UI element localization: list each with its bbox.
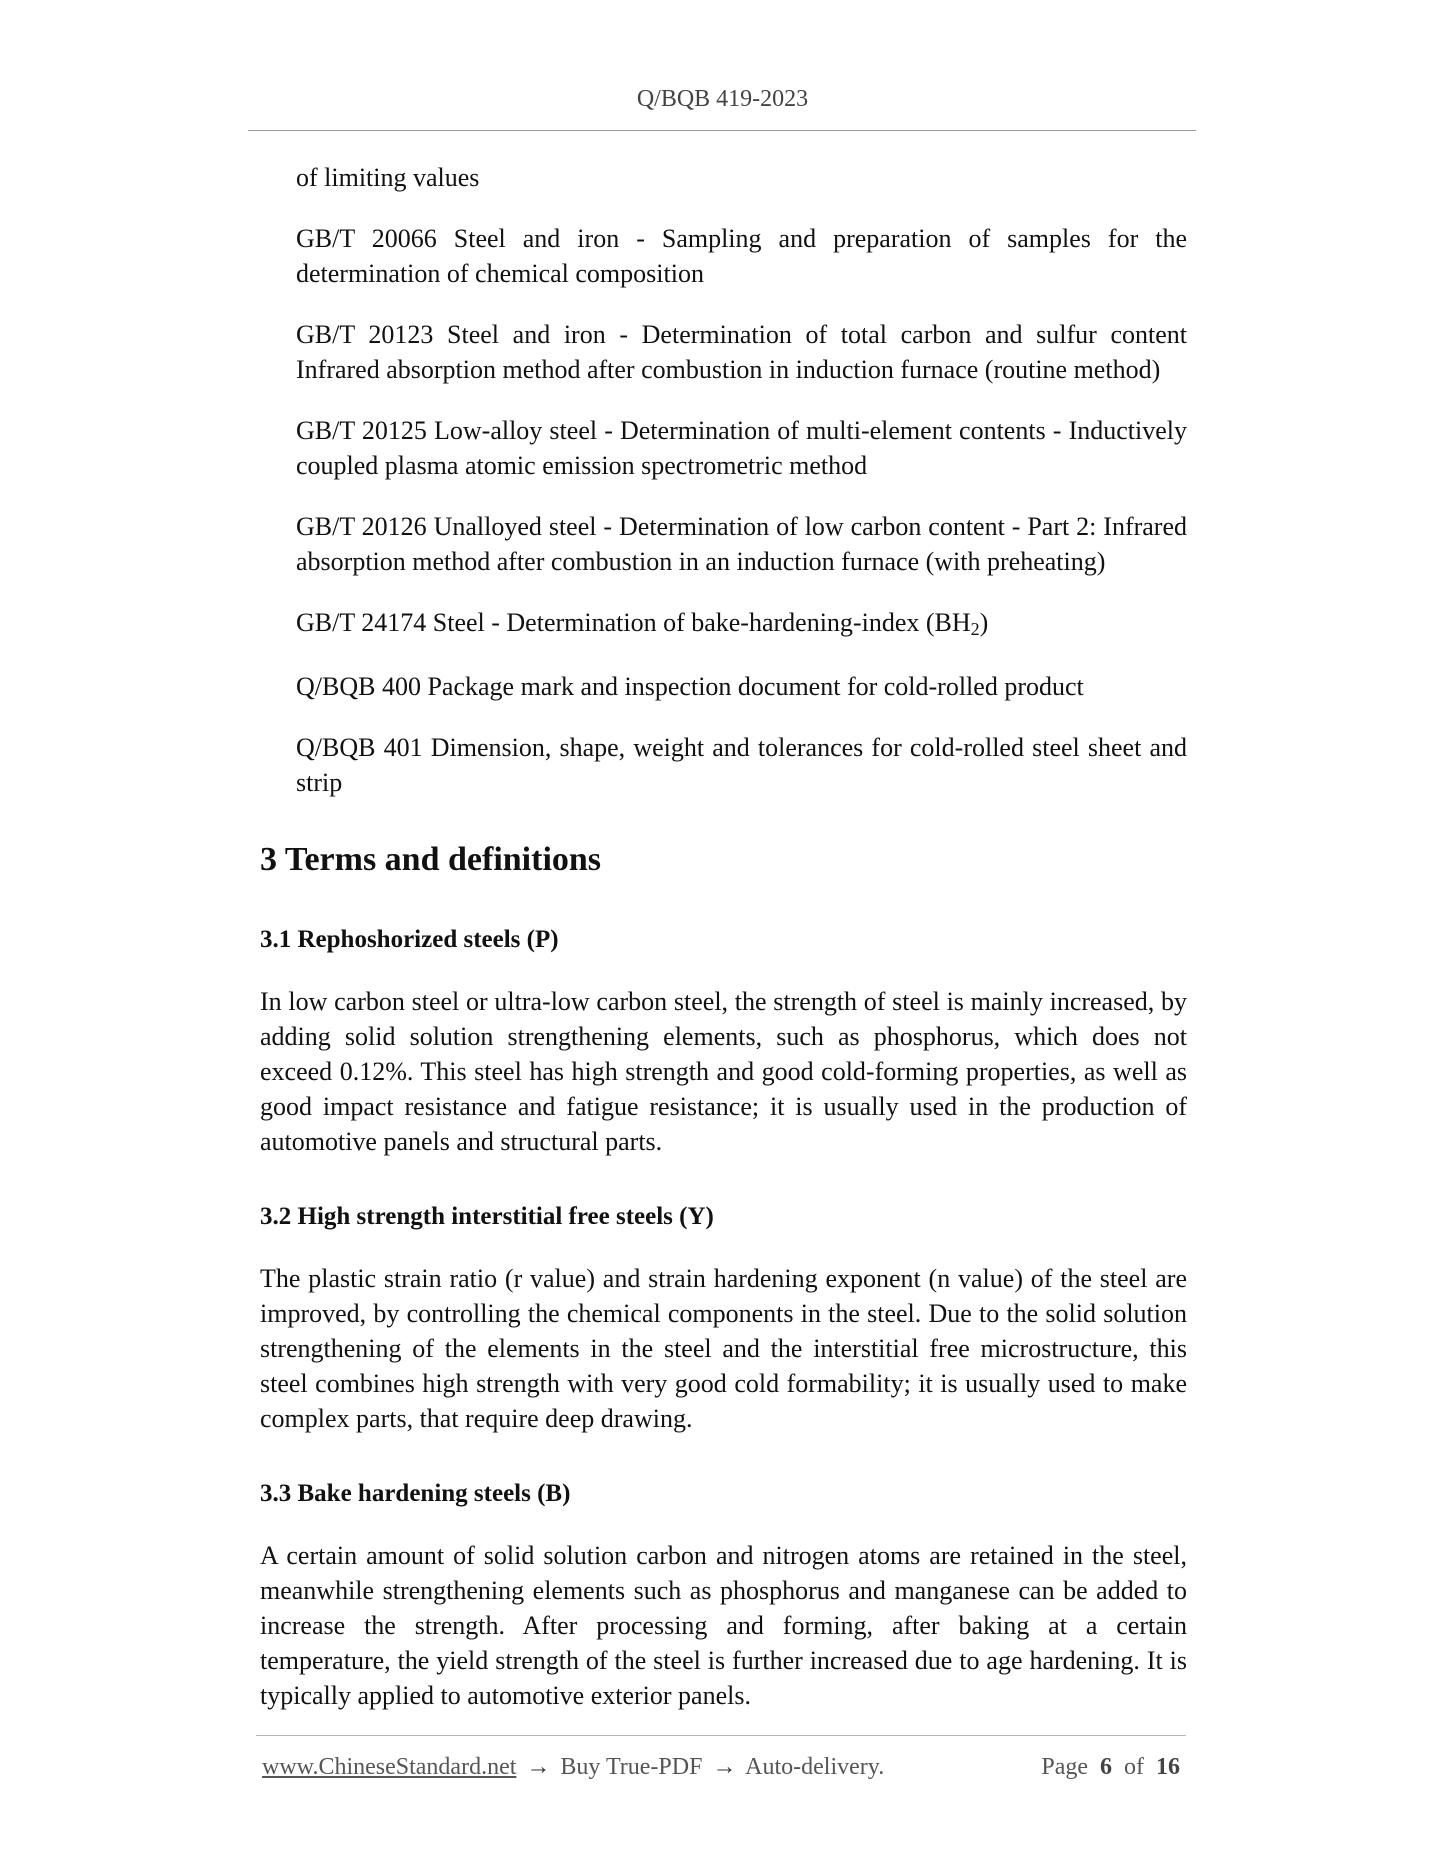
reference-item: GB/T 20125 Low-alloy steel - Determination of multi-element contents - Inductively coupled plasma atomic emission spectrometric method: [296, 416, 1187, 480]
reference-item: of limiting values: [296, 163, 480, 192]
term-definition: A certain amount of solid solution carbon and nitrogen atoms are retained in the steel, meanwhile strengthening elements such as phosphorus and manganese can be added to increase the strength. After processing and forming, after baking at a certain temperature, the yield strength of the steel is further increased due to age hardening. It is typically applied to automotive exterior panels.: [260, 1541, 1187, 1710]
reference-item: GB/T 20123 Steel and iron - Determination of total carbon and sulfur content Infrared absorption method after combustion in induction furnace (routine method): [296, 320, 1187, 384]
subscript: 2: [970, 619, 980, 639]
term-definition: In low carbon steel or ultra-low carbon steel, the strength of steel is mainly increased, by adding solid solution strengthening elements, such as phosphorus, which does not exceed 0.12%. This steel has high strength and good cold-forming properties, as well as good impact resistance and fatigue resistance; it is usually used in the production of automotive panels and structural parts.: [260, 987, 1187, 1156]
term-definition: The plastic strain ratio (r value) and strain hardening exponent (n value) of the steel are improved, by controlling the chemical components in the steel. Due to the solid solution strengthening of the elements in the steel and the interstitial free microstructure, this steel combines high strength with very good cold formability; it is usually used to make complex parts, that require deep drawing.: [260, 1264, 1187, 1433]
arrow-right-icon: →: [712, 1754, 737, 1780]
term-heading: 3.1 Rephoshorized steels (P): [260, 926, 559, 953]
normative-references-list: [296, 160, 1187, 800]
footer-left: [262, 1754, 884, 1781]
document-code-header: Q/BQB 419-2023: [636, 86, 809, 112]
term-heading: 3.3 Bake hardening steels (B): [260, 1480, 571, 1507]
auto-delivery-text: Auto-delivery.: [745, 1754, 885, 1780]
page-number: [1041, 1754, 1180, 1781]
page-content: [260, 160, 1187, 1713]
section-heading: 3 Terms and definitions: [260, 841, 602, 878]
reference-item: GB/T 20066 Steel and iron - Sampling and preparation of samples for the determination of chemical composition: [296, 224, 1187, 288]
buy-pdf-text: Buy True-PDF: [560, 1754, 703, 1780]
reference-item: Q/BQB 401 Dimension, shape, weight and tolerances for cold-rolled steel sheet and strip: [296, 733, 1187, 797]
footer-divider: [256, 1735, 1186, 1736]
total-pages: 16: [1156, 1754, 1180, 1780]
term-heading: 3.2 High strength interstitial free steels (Y): [260, 1203, 714, 1230]
reference-text: GB/T 24174 Steel - Determination of bake-hardening-index (BH: [296, 608, 971, 637]
header-divider: [248, 130, 1196, 131]
page-label: Page: [1041, 1754, 1088, 1780]
arrow-right-icon: →: [526, 1754, 551, 1780]
reference-text-close: ): [979, 608, 989, 637]
reference-item-bh: [296, 605, 1187, 643]
page-of-label: of: [1124, 1754, 1144, 1780]
page-footer: [262, 1754, 1180, 1781]
reference-item: Q/BQB 400 Package mark and inspection document for cold-rolled product: [296, 672, 1084, 701]
reference-item: GB/T 20126 Unalloyed steel - Determination of low carbon content - Part 2: Infrared absorption method after combustion in an induction furnace (with preheating): [296, 512, 1187, 576]
website-link[interactable]: www.ChineseStandard.net: [262, 1754, 517, 1780]
current-page: 6: [1100, 1754, 1112, 1780]
